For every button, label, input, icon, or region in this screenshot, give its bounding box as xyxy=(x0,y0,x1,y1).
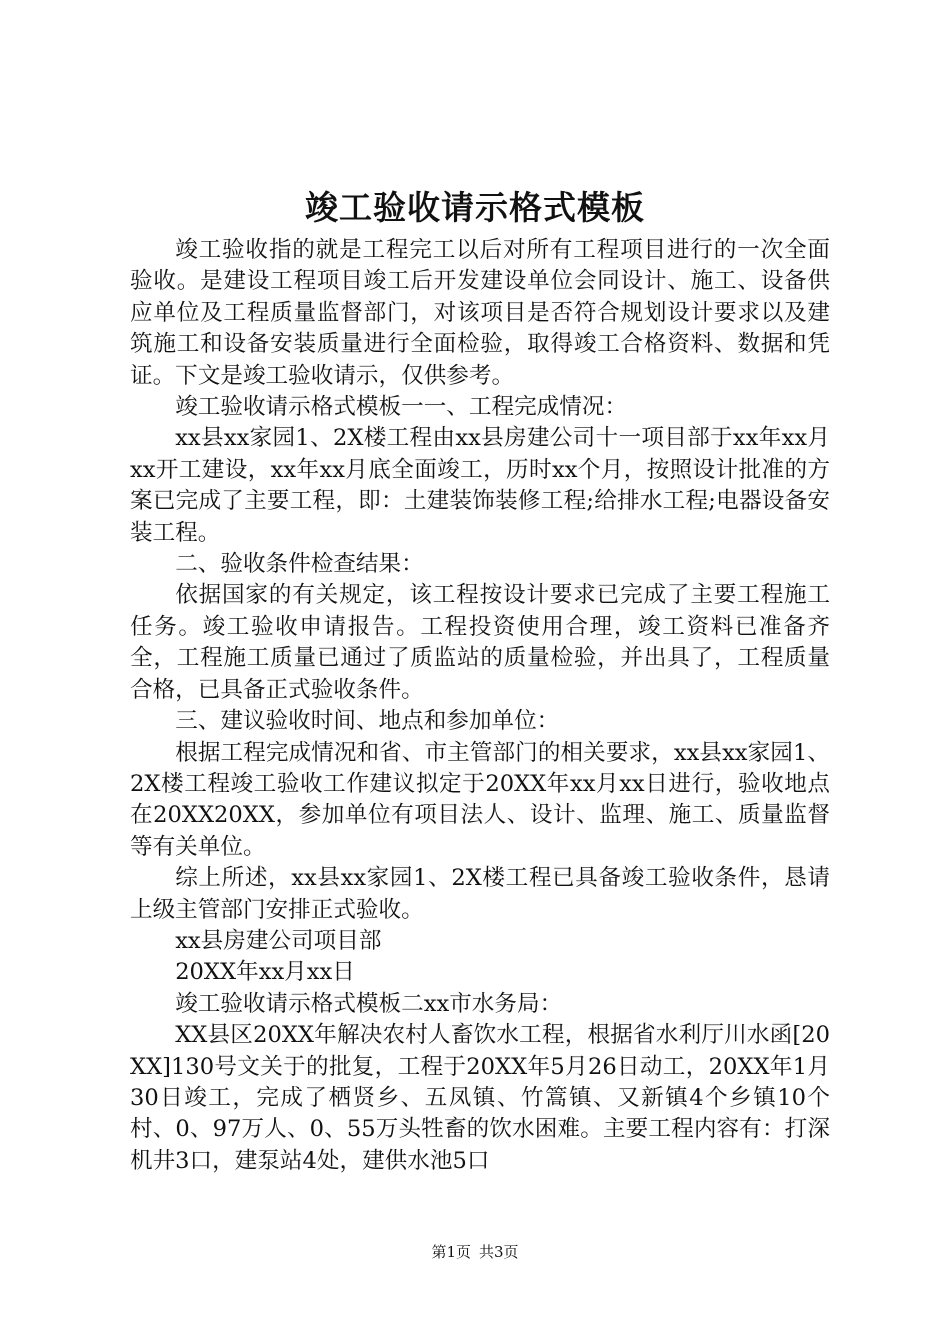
intro-paragraph: 竣工验收指的就是工程完工以后对所有工程项目进行的一次全面验收。是建设工程项目竣工后开发建设单位会同设计、施工、设备供应单位及工程质量监督部门，对该项目是否符合规划设计要求以及建筑施工和设备安装质量进行全面检验，取得竣工合格资料、数据和凭证。下文是竣工验收请示，仅供参考。 xyxy=(130,237,830,389)
inspection-paragraph: 依据国家的有关规定，该工程按设计要求已完成了主要工程施工任务。竣工验收申请报告。工程投资使用合理，竣工资料已准备齐全，工程施工质量已通过了质监站的质量检验，并出具了，工程质量合格，已具备正式验收条件。 xyxy=(130,582,830,703)
page-footer xyxy=(0,1241,950,1263)
section-three-heading: 三、建议验收时间、地点和参加单位： xyxy=(175,708,560,735)
page-total: 共3页 xyxy=(479,1243,519,1261)
signature-date: 20XX年xx月xx日 xyxy=(175,959,355,986)
document-body xyxy=(130,235,830,1177)
water-project-paragraph: XX县区20XX年解决农村人畜饮水工程，根据省水利厅川水函[20XX]130号文关于的批复，工程于20XX年5月26日动工，20XX年1月30日竣工，完成了栖贤乡、五凤镇、竹篙镇、又新镇4个乡镇10个村、0、97万人、0、55万头牲畜的饮水困难。主要工程内容有：打深机井3口，建泵站4处，建供水池5口 xyxy=(130,1022,830,1174)
signature-organization: xx县房建公司项目部 xyxy=(175,927,382,954)
template-one-heading: 竣工验收请示格式模板一一、工程完成情况： xyxy=(175,394,628,421)
summary-paragraph: 综上所述，xx县xx家园1、2X楼工程已具备竣工验收条件，恳请上级主管部门安排正式验收。 xyxy=(130,865,830,923)
schedule-paragraph: 根据工程完成情况和省、市主管部门的相关要求，xx县xx家园1、2X楼工程竣工验收工作建议拟定于20XX年xx月xx日进行，验收地点在20XX20XX，参加单位有项目法人、设计、监理、施工、质量监督等有关单位。 xyxy=(130,739,830,860)
completion-paragraph: xx县xx家园1、2X楼工程由xx县房建公司十一项目部于xx年xx月xx开工建设，xx年xx月底全面竣工，历时xx个月，按照设计批准的方案已完成了主要工程，即：土建装饰装修工程;给排水工程;电器设备安装工程。 xyxy=(130,425,830,546)
document-title: 竣工验收请示格式模板 xyxy=(305,188,645,227)
section-two-heading: 二、验收条件检查结果： xyxy=(175,551,424,578)
template-two-heading: 竣工验收请示格式模板二xx市水务局： xyxy=(175,990,563,1017)
page-number: 第1页 xyxy=(431,1243,471,1261)
